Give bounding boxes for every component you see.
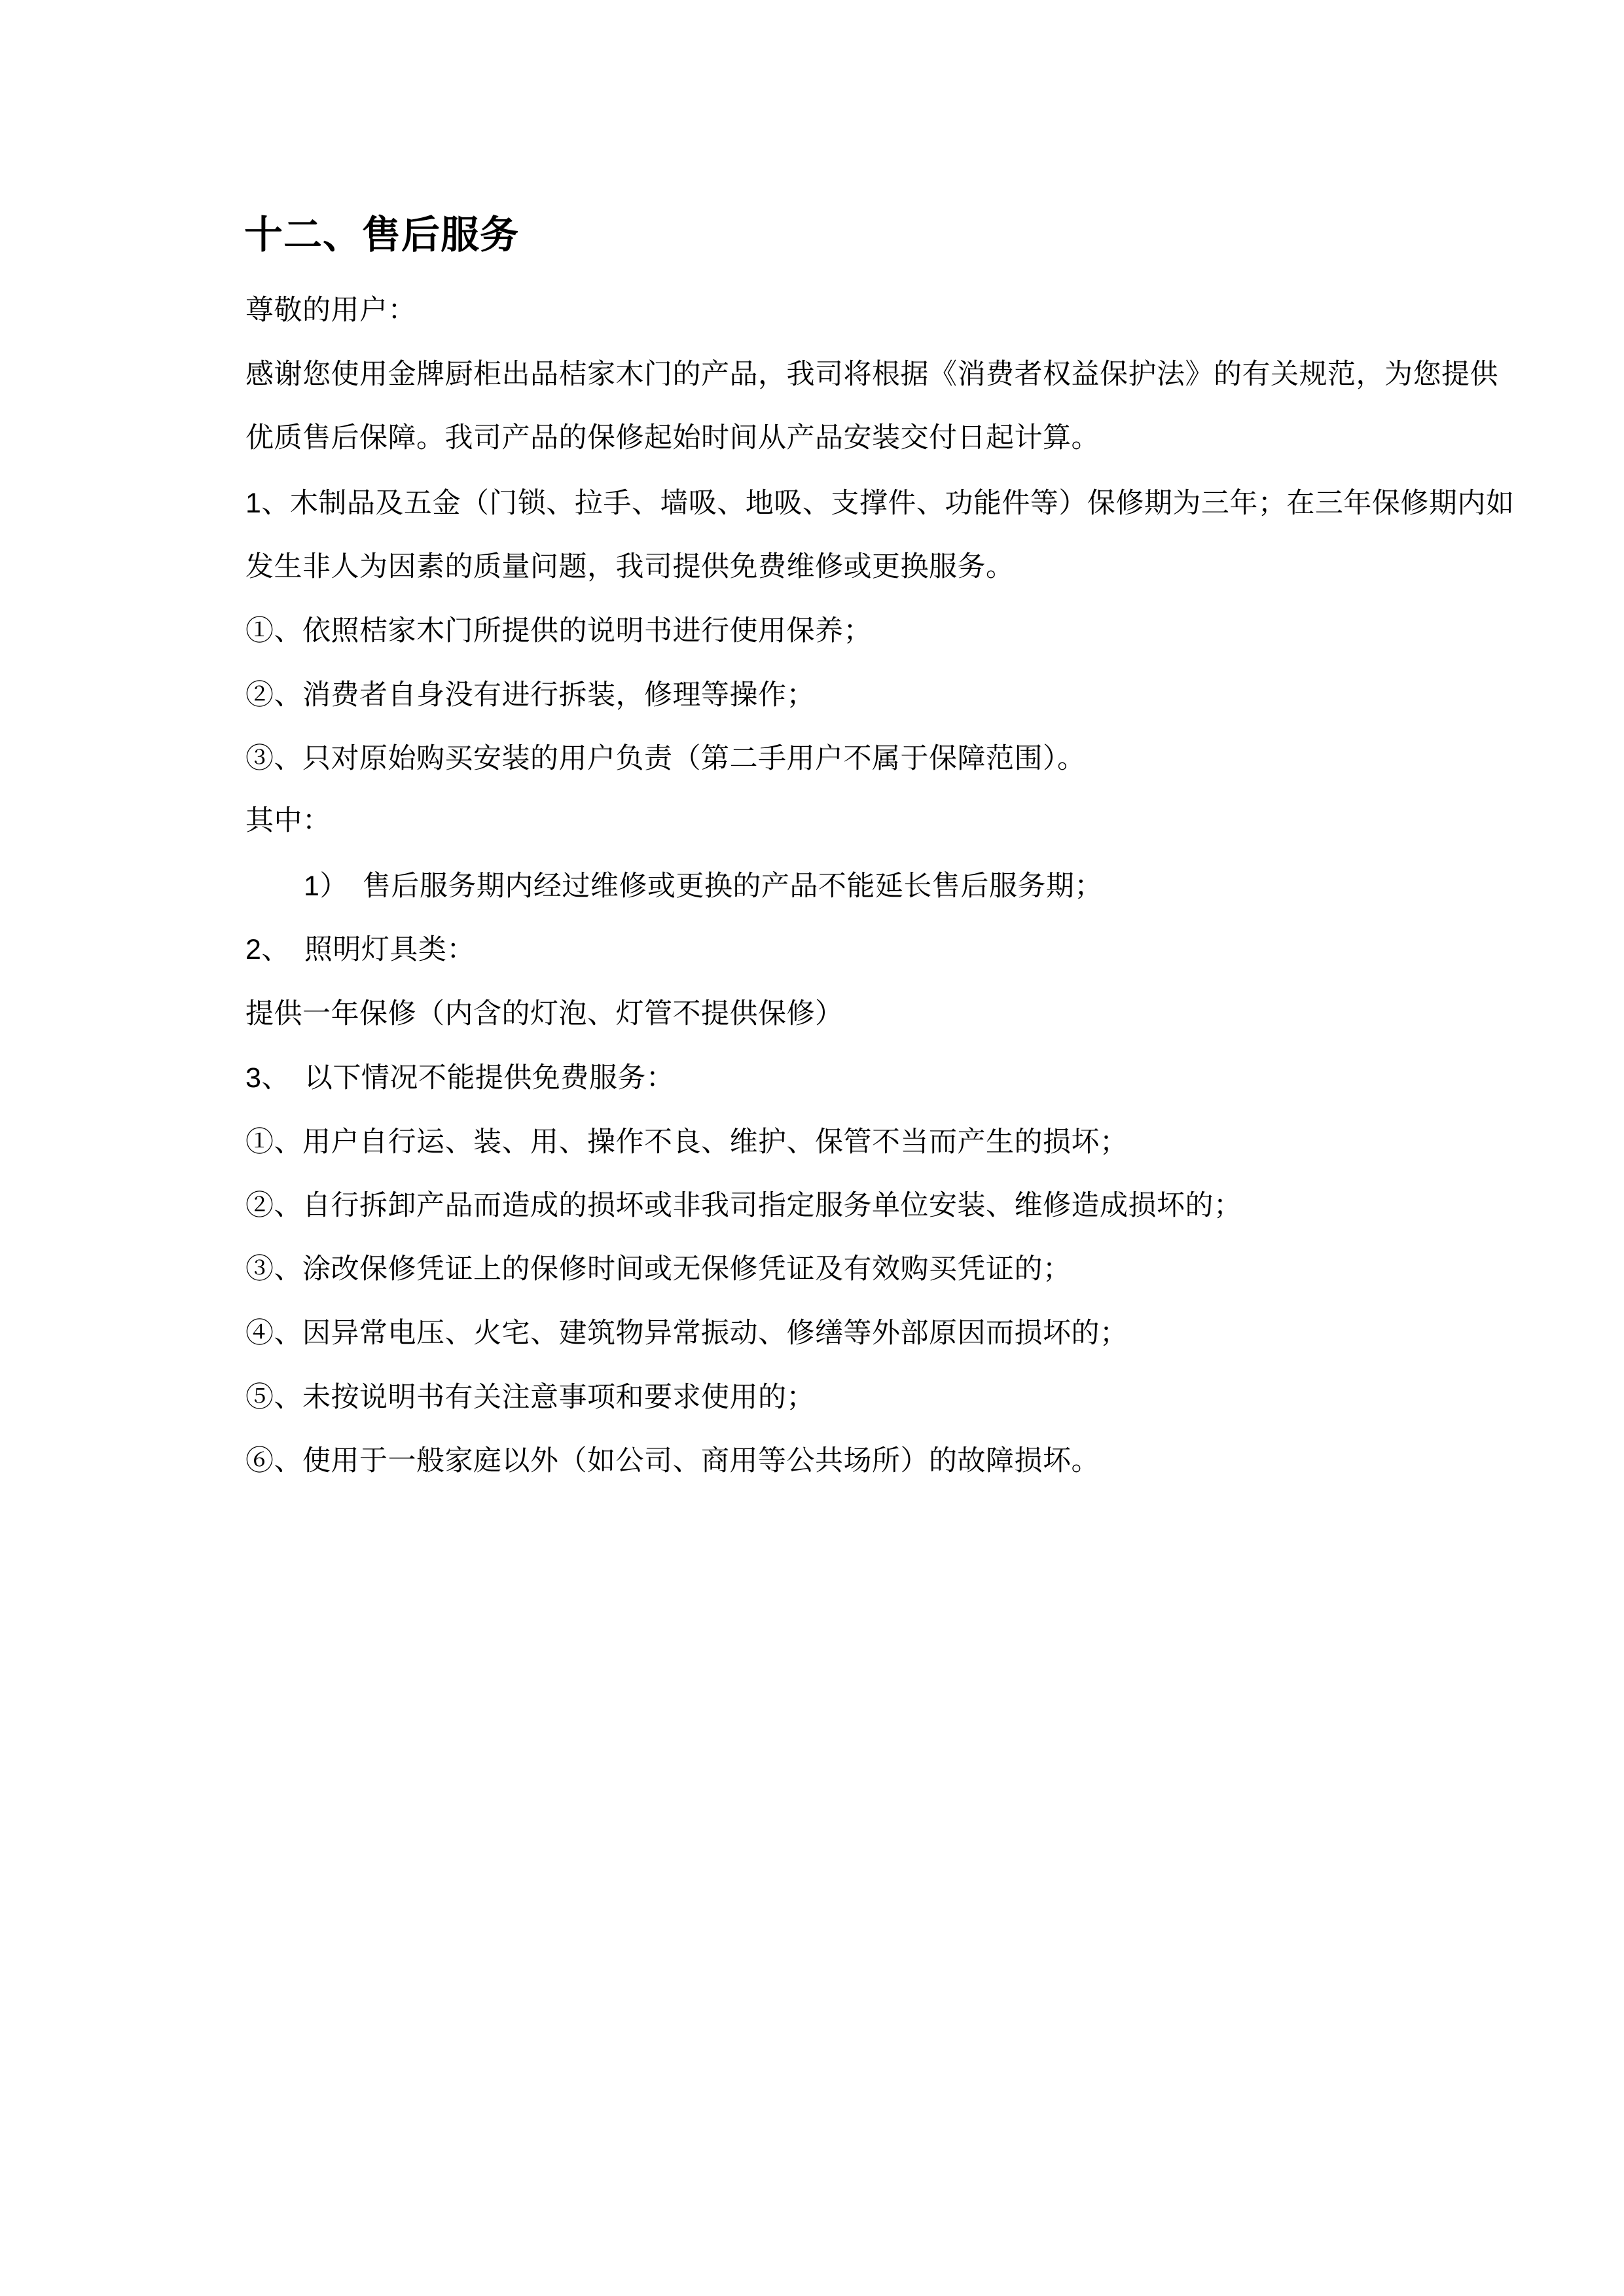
document-line: 优质售后保障。我司产品的保修起始时间从产品安装交付日起计算。 [245, 422, 1100, 454]
greeting-line: 尊敬的用户： [245, 295, 416, 326]
document-line: 感谢您使用金牌厨柜出品桔家木门的产品，我司将根据《消费者权益保护法》的有关规范，为您提供 [245, 359, 1498, 390]
document-line: ①、依照桔家木门所提供的说明书进行使用保养； [245, 615, 872, 647]
document-line: ⑥、使用于一般家庭以外（如公司、商用等公共场所）的故障损坏。 [245, 1445, 1100, 1477]
document-line: ⑤、未按说明书有关注意事项和要求使用的； [245, 1382, 815, 1413]
document-line: ③、只对原始购买安装的用户负责（第二手用户不属于保障范围）。 [245, 743, 1086, 774]
document-line: 发生非人为因素的质量问题，我司提供免费维修或更换服务。 [245, 551, 1015, 583]
document-line: 1、木制品及五金（门锁、拉手、墙吸、地吸、支撑件、功能件等）保修期为三年；在三年保修期内如 [245, 488, 1515, 519]
document-line: ②、自行拆卸产品而造成的损坏或非我司指定服务单位安装、维修造成损坏的； [245, 1190, 1242, 1221]
document-line: 其中： [245, 805, 331, 836]
document-line: ①、用户自行运、装、用、操作不良、维护、保管不当而产生的损坏； [245, 1126, 1128, 1158]
document-line: ④、因异常电压、火宅、建筑物异常振动、修缮等外部原因而损坏的； [245, 1318, 1128, 1349]
document-line: 提供一年保修（内含的灯泡、灯管不提供保修） [245, 998, 844, 1030]
document-line: ③、涂改保修凭证上的保修时间或无保修凭证及有效购买凭证的； [245, 1253, 1072, 1285]
document-line: ②、消费者自身没有进行拆装，修理等操作； [245, 679, 815, 711]
section-title: 十二、售后服务 [244, 213, 520, 257]
document-line: 1） 售后服务期内经过维修或更换的产品不能延长售后服务期； [304, 870, 1103, 902]
document-line: 3、 以下情况不能提供免费服务： [245, 1062, 675, 1094]
document-line: 2、 照明灯具类： [245, 934, 475, 965]
